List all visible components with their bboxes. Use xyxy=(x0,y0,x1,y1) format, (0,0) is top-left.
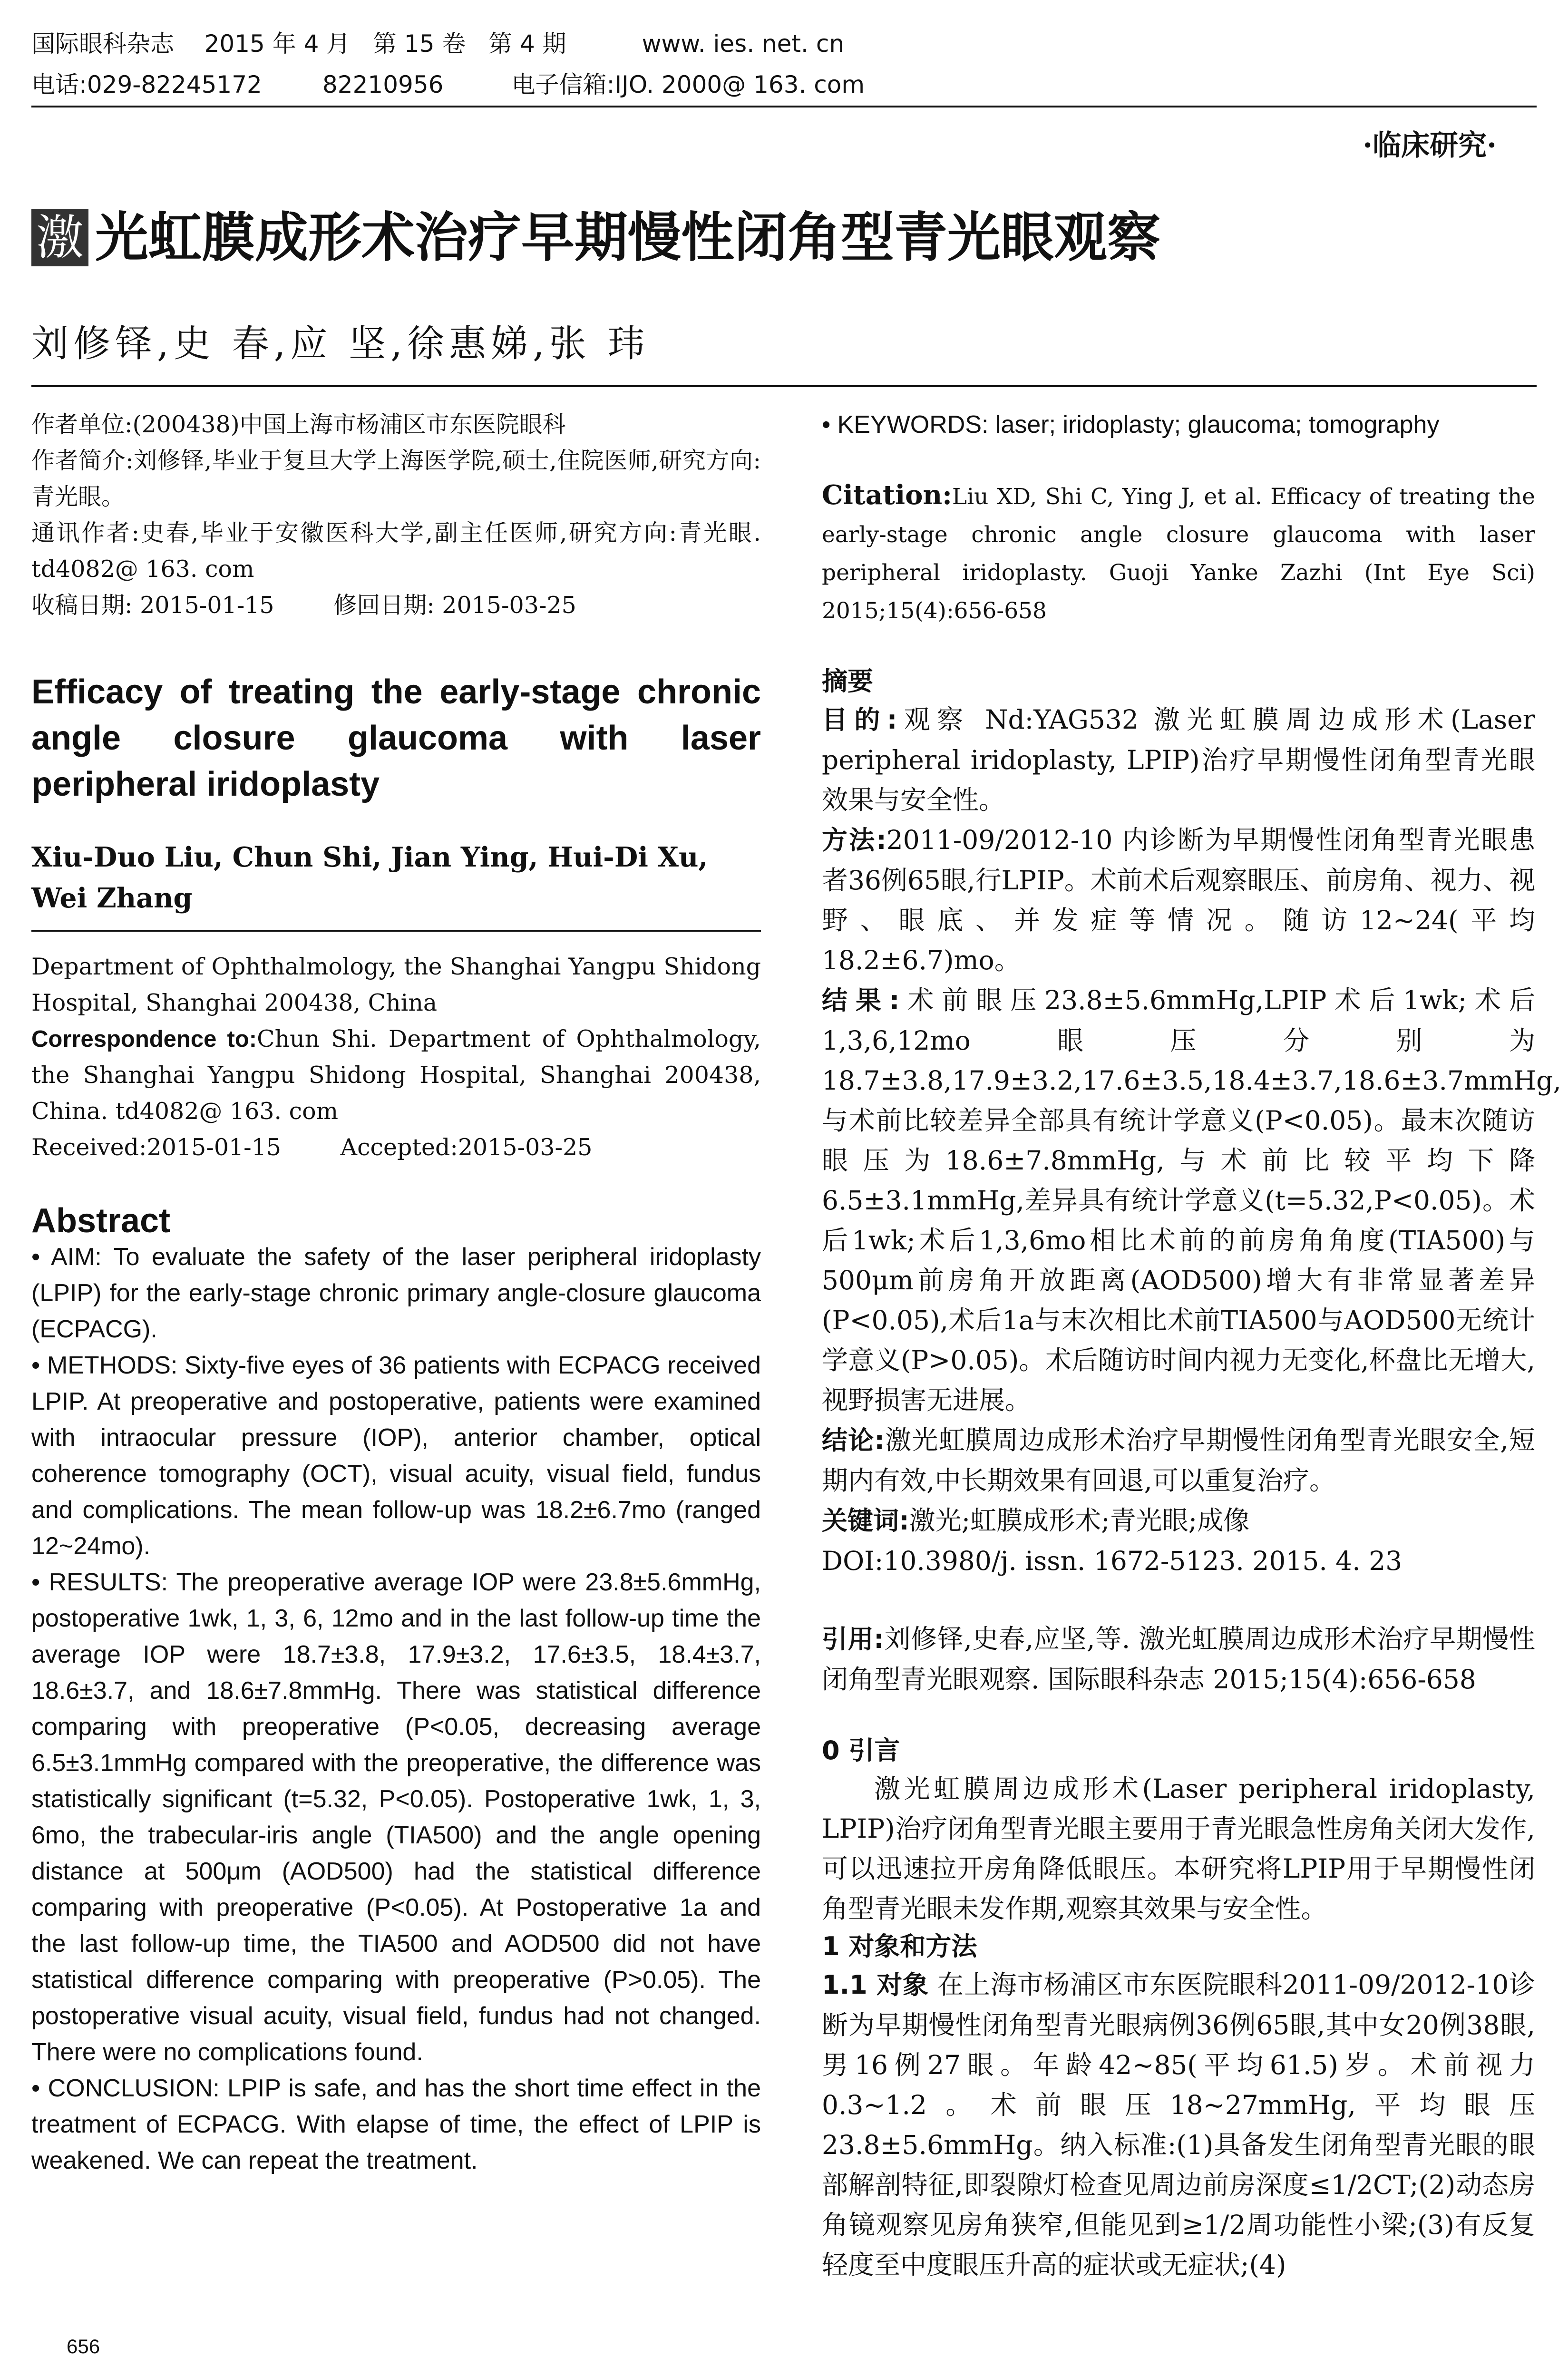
doi: DOI:10.3980/j. issn. 1672-5123. 2015. 4. 23 xyxy=(822,1546,1402,1576)
methods-heading: 1 对象和方法 xyxy=(822,1931,977,1961)
author-bio: 作者简介:刘修铎,毕业于复旦大学上海医学院,硕士,住院医师,研究方向:青光眼。 xyxy=(31,447,761,510)
authors-cn: 刘修铎,史 春,应 坚,徐惠娣,张 玮 xyxy=(31,322,650,365)
cn-citation xyxy=(822,1619,1535,1699)
abstract-results: • RESULTS: The preoperative average IOP were 23.8±5.6mmHg, postoperative 1wk, 1, 3, 6, 12mo and in the last follow-up time the average IOP were 18.7±3.8, 17.9±3.2, 17.6±3.5, 18.4±3.7, 18.6±3.7, and 18.6±7.8mmHg. There was statistical difference comparing with preoperative (P<0.05, decreasing average 6.5±3.1mmHg compared with the preoperative, the difference was statistically significant (t=5.32, P<0.05). Postoperative 1wk, 1, 3, 6mo, the trabecular-iris angle (TIA500) and the angle opening distance at 500μm (AOD500) had the statistical difference comparing with preoperative (P<0.05). At Postoperative 1a and the last follow-up time, the TIA500 and AOD500 did not have statistical difference comparing with preoperative (P>0.05). The postoperative visual acuity, visual field, fundus had not changed. There were no complications found. xyxy=(31,1568,761,2066)
english-correspondence xyxy=(31,1021,761,1130)
correspondence-label: Correspondence to: xyxy=(31,1026,257,1052)
header-divider xyxy=(31,106,1537,107)
methods-sub-text: 在上海市杨浦区市东医院眼科2011-09/2012-10诊断为早期慢性闭角型青光眼病例36例65眼,其中女20例38眼,男16例27眼。年龄42~85(平均61.5)岁。术前视力0.3~1.2。术前眼压18~27mmHg,平均眼压23.8±5.6mmHg。纳入标准:(1)具备发生闭角型青光眼的眼部解剖特征,即裂隙灯检查见周边前房深度≤1/2CT;(2)动态房角镜观察见房角狭窄,但能见到≥1/2周功能性小梁;(3)有反复轻度至中度眼压升高的症状或无症状;(4) xyxy=(822,1969,1536,2280)
english-title: Efficacy of treating the early-stage chronic angle closure glaucoma with laser peripheral iridoplasty xyxy=(31,673,761,803)
intro-heading: 0 引言 xyxy=(822,1735,900,1765)
title-initial: 激 xyxy=(31,209,88,266)
correspondence-text: Chun Shi. Department of Ophthalmology, the Shanghai Yangpu Shidong Hospital, Shanghai 200438, China. td4082@ 163. com xyxy=(31,1025,761,1125)
title-divider xyxy=(31,385,1537,387)
cn-citation-text: 刘修铎,史春,应坚,等. 激光虹膜周边成形术治疗早期慢性闭角型青光眼观察. 国际眼科杂志 2015;15(4):656-658 xyxy=(822,1624,1535,1695)
cn-aim-text: 观察 Nd:YAG532 激光虹膜周边成形术(Laser peripheral iridoplasty, LPIP)治疗早期慢性闭角型青光眼效果与安全性。 xyxy=(822,704,1535,815)
journal-contact-line: 电话:029-82245172 82210956 电子信箱:IJO. 2000@ 163. com xyxy=(31,71,865,98)
article-title: 光虹膜成形术治疗早期慢性闭角型青光眼观察 xyxy=(95,207,1160,269)
methods-subject xyxy=(822,1965,1535,2285)
right-column xyxy=(822,407,1561,2285)
citation-en xyxy=(822,476,1535,630)
received-dates-cn: 收稿日期: 2015-01-15 修回日期: 2015-03-25 xyxy=(31,592,576,619)
english-authors: Xiu-Duo Liu, Chun Shi, Jian Ying, Hui-Di Xu, Wei Zhang xyxy=(31,841,708,914)
section-label: ·临床研究· xyxy=(1363,129,1497,162)
cn-abstract-results xyxy=(822,980,1561,1420)
methods-sub-label: 1.1 对象 xyxy=(822,1970,929,2000)
author-unit: 作者单位:(200438)中国上海市杨浦区市东医院眼科 xyxy=(31,411,566,438)
abstract-aim: • AIM: To evaluate the safety of the laser peripheral iridoplasty (LPIP) for the early-stage chronic primary angle-closure glaucoma (ECPACG). xyxy=(31,1243,761,1343)
left-column xyxy=(31,407,761,2179)
abstract-conclusion: • CONCLUSION: LPIP is safe, and has the short time effect in the treatment of ECPACG. With elapse of time, the effect of LPIP is weakened. We can repeat the treatment. xyxy=(31,2075,761,2174)
keywords-en: • KEYWORDS: laser; iridoplasty; glaucoma; tomography xyxy=(822,411,1440,438)
journal-header-line: 国际眼科杂志 2015 年 4 月 第 15 卷 第 4 期 www. ies. net. cn xyxy=(31,30,845,58)
cn-methods-label: 方法: xyxy=(822,825,886,855)
intro-text: 激光虹膜周边成形术(Laser peripheral iridoplasty, LPIP)治疗闭角型青光眼主要用于青光眼急性房角关闭大发作,可以迅速拉开房角降低眼压。本研究将LPIP用于早期慢性闭角型青光眼未发作期,观察其效果与安全性。 xyxy=(822,1773,1535,1924)
cn-results-text: 术前眼压23.8±5.6mmHg,LPIP术后1wk;术后1,3,6,12mo眼压分别为18.7±3.8,17.9±3.2,17.6±3.5,18.4±3.7,18.6±3.7mmHg,与术前比较差异全部具有统计学意义(P<0.05)。最末次随访眼压为18.6±7.8mmHg,与术前比较平均下降6.5±3.1mmHg,差异具有统计学意义(t=5.32,P<0.05)。术后1wk;术后1,3,6mo相比术前的前房角角度(TIA500)与500μm前房角开放距离(AOD500)增大有非常显著差异(P<0.05),术后1a与末次相比术前TIA500与AOD500无统计学意义(P>0.05)。术后随访时间内视力无变化,杯盘比无增大,视野损害无进展。 xyxy=(822,985,1561,1415)
abstract-methods: • METHODS: Sixty-five eyes of 36 patients with ECPACG received LPIP. At preoperative and postoperative, patients were examined with intraocular pressure (IOP), anterior chamber, optical coherence tomography (OCT), visual acuity, visual field, fundus and complications. The mean follow-up was 18.2±6.7mo (ranged 12~24mo). xyxy=(31,1352,761,1560)
abstract-heading: Abstract xyxy=(31,1202,171,1240)
english-affiliation: Department of Ophthalmology, the Shanghai Yangpu Shidong Hospital, Shanghai 200438, China xyxy=(31,953,761,1016)
citation-label: Citation: xyxy=(822,479,952,511)
cn-abstract-aim xyxy=(822,700,1535,820)
english-received: Received:2015-01-15 Accepted:2015-03-25 xyxy=(31,1134,593,1161)
corresponding-author: 通讯作者:史春,毕业于安徽医科大学,副主任医师,研究方向:青光眼. td4082@ 163. com xyxy=(31,519,761,583)
cn-conclusion-label: 结论: xyxy=(822,1425,885,1455)
cn-keywords-label: 关键词: xyxy=(822,1506,909,1536)
authors-divider xyxy=(31,930,761,932)
cn-abstract-methods xyxy=(822,820,1535,980)
cn-methods-text: 2011-09/2012-10 内诊断为早期慢性闭角型青光眼患者36例65眼,行LPIP。术前术后观察眼压、前房角、视力、视野、眼底、并发症等情况。随访12~24(平均18.2±6.7)mo。 xyxy=(822,825,1535,975)
cn-abstract-heading: 摘要 xyxy=(822,666,873,696)
cn-citation-label: 引用: xyxy=(822,1624,884,1654)
cn-conclusion-text: 激光虹膜周边成形术治疗早期慢性闭角型青光眼安全,短期内有效,中长期效果有回退,可以重复治疗。 xyxy=(822,1425,1535,1496)
cn-keywords xyxy=(822,1500,1535,1541)
citation-text: Liu XD, Shi C, Ying J, et al. Efficacy of treating the early-stage chronic angle closure glaucoma with laser peripheral iridoplasty. Guoji Yanke Zazhi (Int Eye Sci) 2015;15(4):656-658 xyxy=(822,484,1535,624)
page-number: 656 xyxy=(67,2335,100,2358)
cn-abstract-conclusion xyxy=(822,1420,1535,1500)
cn-keywords-text: 激光;虹膜成形术;青光眼;成像 xyxy=(909,1505,1250,1536)
cn-results-label: 结果: xyxy=(822,985,900,1015)
cn-aim-label: 目的: xyxy=(822,705,897,735)
